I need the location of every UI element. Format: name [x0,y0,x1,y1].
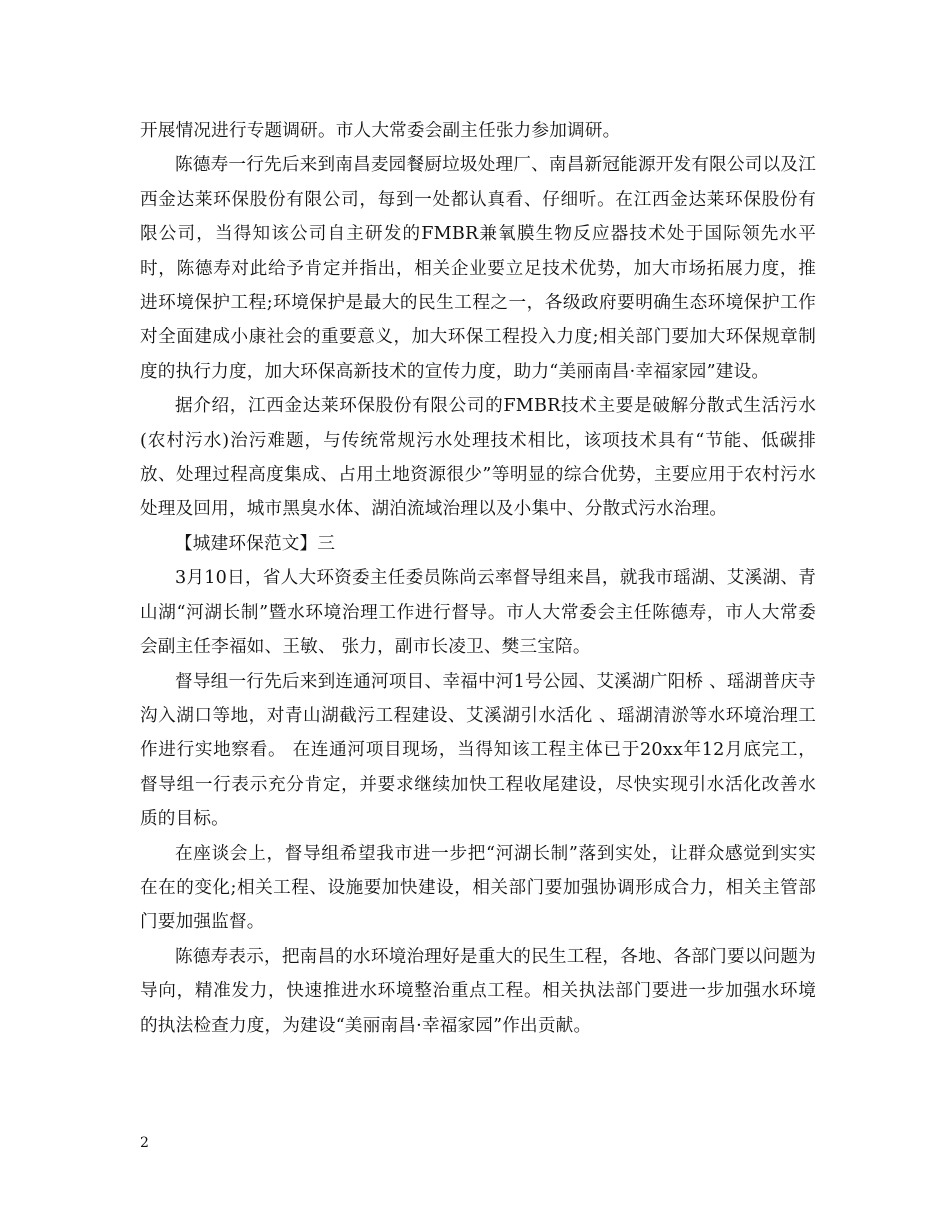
paragraph-2: 陈德寿一行先后来到南昌麦园餐厨垃圾处理厂、南昌新冠能源开发有限公司以及江西金达莱环保股份有限公司，每到一处都认真看、仔细听。在江西金达莱环保股份有限公司，当得知该公司自主研发的FMBR兼氧膜生物反应器技术处于国际领先水平时，陈德寿对此给予肯定并指出，相关企业要立足技术优势，加大市场拓展力度，推进环境保护工程;环境保护是最大的民生工程之一，各级政府要明确生态环境保护工作对全面建成小康社会的重要意义，加大环保工程投入力度;相关部门要加大环保规章制度的执行力度，加大环保高新技术的宣传力度，助力“美丽南昌·幸福家园”建设。 [140,155,816,382]
paragraph-4: 3月10日，省人大环资委主任委员陈尚云率督导组来昌，就我市瑶湖、艾溪湖、青山湖“河湖长制”暨水环境治理工作进行督导。市人大常委会主任陈德寿，市人大常委会副主任李福如、王敏、 张力，副市长凌卫、樊三宝陪。 [140,568,816,658]
paragraph-3: 据介绍，江西金达莱环保股份有限公司的FMBR技术主要是破解分散式生活污水(农村污水)治污难题，与传统常规污水处理技术相比，该项技术具有“节能、低碳排放、处理过程高度集成、占用土地资源很少”等明显的综合优势，主要应用于农村污水处理及回用，城市黑臭水体、湖泊流域治理以及小集中、分散式污水治理。 [140,396,816,520]
paragraph-5: 督导组一行先后来到连通河项目、幸福中河1号公园、艾溪湖广阳桥 、瑶湖普庆寺沟入湖口等地，对青山湖截污工程建设、艾溪湖引水活化 、瑶湖清淤等水环境治理工作进行实地察看。 在连通河项目现场，当得知该工程主体已于20xx年12月底完工，督导组一行表示充分肯定，并要求继续加快工程收尾建设，尽快实现引水活化改善水质的目标。 [140,671,816,830]
paragraph-7: 陈德寿表示，把南昌的水环境治理好是重大的民生工程，各地、各部门要以问题为导向，精准发力，快速推进水环境整治重点工程。相关执法部门要进一步加强水环境的执法检查力度，为建设“美丽南昌·幸福家园”作出贡献。 [140,946,816,1036]
page-number: 2 [140,1135,149,1151]
paragraph-6: 在座谈会上，督导组希望我市进一步把“河湖长制”落到实处，让群众感觉到实实在在的变化;相关工程、设施要加快建设，相关部门要加强协调形成合力，相关主管部门要加强监督。 [140,843,816,933]
document-body [140,114,816,1043]
paragraph-1: 开展情况进行专题调研。市人大常委会副主任张力参加调研。 [140,121,621,141]
section-heading: 【城建环保范文】三 [175,533,336,554]
